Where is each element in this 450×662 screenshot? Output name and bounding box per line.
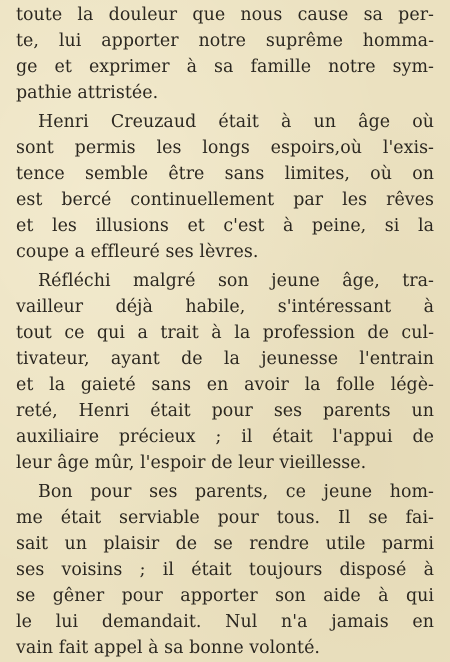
paragraph-1-line-1: toute la douleur que nous cause sa per- (16, 5, 434, 25)
paragraph-3-line-1: Réfléchi malgré son jeune âge, tra- (38, 271, 434, 291)
paragraph-3-line-4: tivateur, ayant de la jeunesse l'entrain (16, 349, 434, 369)
paragraph-2-line-2: sont permis les longs espoirs,où l'exis- (16, 138, 434, 158)
paragraph-2-line-3: tence semble être sans limites, où on (16, 164, 434, 184)
paragraph-1-line-3: ge et exprimer à sa famille notre sym- (16, 57, 434, 77)
paragraph-2-line-1: Henri Creuzaud était à un âge où (38, 112, 434, 132)
paragraph-3-line-8: leur âge mûr, l'espoir de leur vieillesse. (16, 453, 367, 473)
paragraph-3-line-3: tout ce qui a trait à la profession de cul- (16, 323, 434, 343)
paragraph-2-line-5: et les illusions et c'est à peine, si la (16, 216, 434, 236)
paragraph-1-line-2: te, lui apporter notre suprême hommа- (16, 31, 434, 51)
paragraph-4-line-4: ses voisins ; il était toujours disposé à (16, 560, 434, 580)
paragraph-3-line-2: vailleur déjà habile, s'intéressant à (16, 297, 434, 317)
paragraph-4-line-1: Bon pour ses parents, ce jeune hom- (38, 482, 434, 502)
paragraph-4-line-3: sait un plaisir de se rendre utile parmi (16, 534, 434, 554)
paragraph-3-line-7: auxiliaire précieux ; il était l'appui de (16, 427, 434, 447)
paragraph-2-line-6: coupe a effleuré ses lèvres. (16, 242, 259, 262)
paragraph-3-line-6: reté, Henri était pour ses parents un (16, 401, 434, 421)
paragraph-2-line-4: est bercé continuellement par les rêves (16, 190, 434, 210)
paragraph-4-line-7: vain fait appel à sa bonne volonté. (16, 638, 321, 658)
paragraph-4-line-5: se gêner pour apporter son aide à qui (16, 586, 434, 606)
paragraph-3-line-5: et la gaieté sans en avoir la folle légè- (16, 375, 434, 395)
paragraph-1-line-4: pathie attristée. (16, 83, 159, 103)
paragraph-4-line-6: le lui demandait. Nul n'a jamais en (16, 612, 434, 632)
paragraph-4-line-2: me était serviable pour tous. Il se fai- (16, 508, 434, 528)
